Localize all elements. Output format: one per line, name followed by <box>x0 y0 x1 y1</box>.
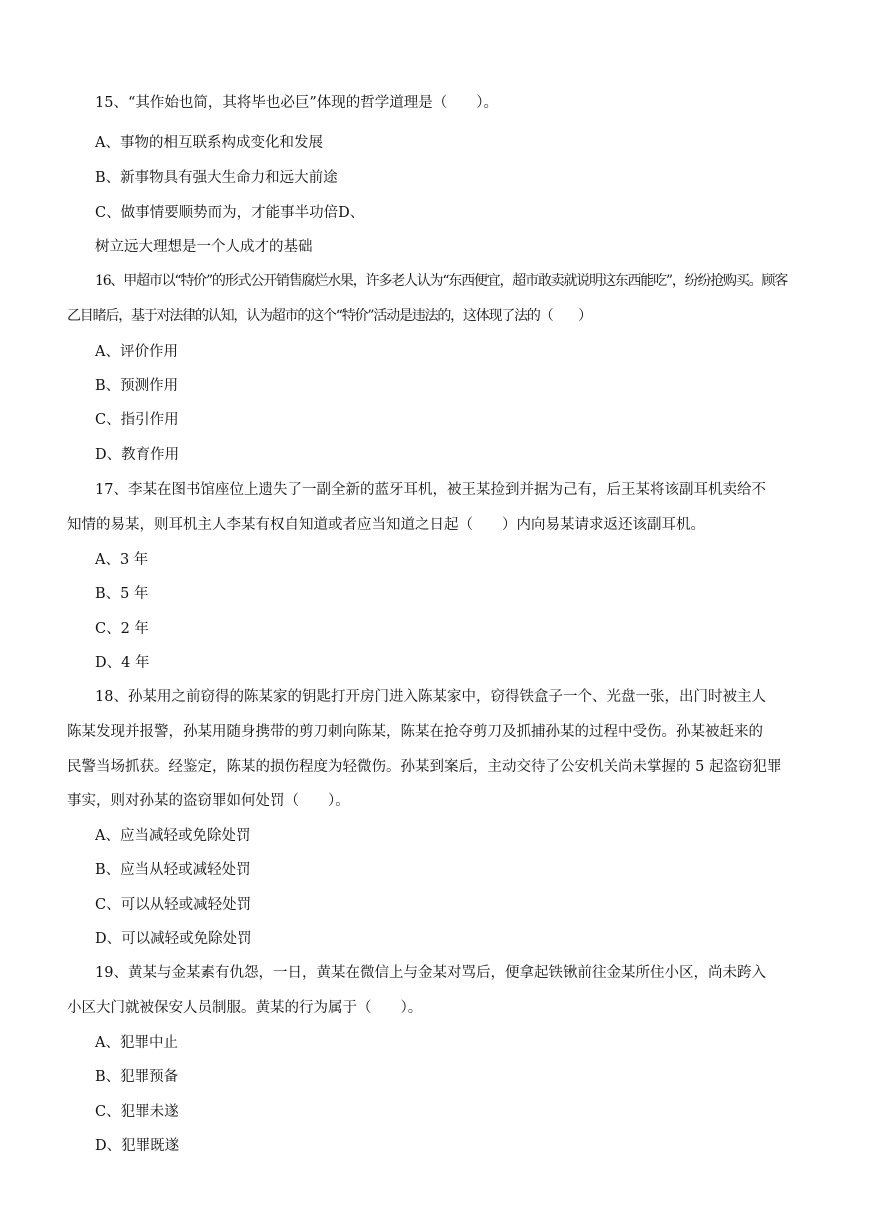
question-16-stem-line-2: 乙目睹后，基于对法律的认知，认为超市的这个“特价”活动是违法的，这体现了法的（ ） <box>67 308 591 324</box>
question-19-option-b: B、犯罪预备 <box>95 1069 179 1085</box>
question-18-option-c: C、可以从轻或减轻处罚 <box>95 897 252 913</box>
question-18-option-a: A、应当减轻或免除处罚 <box>95 828 251 844</box>
question-17-stem-line-2: 知情的易某，则耳机主人李某有权自知道或者应当知道之日起（ ）内向易某请求返还该副耳机。 <box>67 517 705 533</box>
question-15-option-a: A、事物的相互联系构成变化和发展 <box>95 135 323 151</box>
question-19-option-d: D、犯罪既遂 <box>95 1138 180 1154</box>
question-15-stem: 15、“其作始也简，其将毕也必巨”体现的哲学道理是（ ）。 <box>95 95 499 111</box>
question-15-option-c: C、做事情要顺势而为，才能事半功倍D、 <box>95 205 365 221</box>
question-16-stem-line-1: 16、甲超市以“特价”的形式公开销售腐烂水果，许多老人认为“东西便宜，超市敢卖就说明这东西能吃”，纷纷抢购买。顾客 <box>95 273 788 289</box>
question-18-stem-line-3: 民警当场抓获。经鉴定，陈某的损伤程度为轻微伤。孙某到案后，主动交待了公安机关尚未掌握的 5 起盗窃犯罪 <box>67 759 782 775</box>
question-18-stem-line-2: 陈某发现并报警，孙某用随身携带的剪刀刺向陈某，陈某在抢夺剪刀及抓捕孙某的过程中受伤。孙某被赶来的 <box>67 724 763 740</box>
question-16-option-b: B、预测作用 <box>95 378 179 394</box>
question-16-option-a: A、评价作用 <box>95 344 178 360</box>
question-15-option-b: B、新事物具有强大生命力和远大前途 <box>95 170 338 186</box>
question-16-option-d: D、教育作用 <box>95 447 180 463</box>
question-19-stem-line-1: 19、黄某与金某素有仇怨，一日，黄某在微信上与金某对骂后，便拿起铁锹前往金某所住小区，尚未跨入 <box>95 965 766 981</box>
question-17-option-d: D、4 年 <box>95 655 150 671</box>
question-17-stem-line-1: 17、李某在图书馆座位上遗失了一副全新的蓝牙耳机，被王某捡到并据为己有，后王某将该副耳机卖给不 <box>95 482 766 498</box>
question-18-stem-line-1: 18、孙某用之前窃得的陈某家的钥匙打开房门进入陈某家中，窃得铁盒子一个、光盘一张，出门时被主人 <box>95 689 766 705</box>
question-15-option-d: 树立远大理想是一个人成才的基础 <box>95 239 313 255</box>
question-18-option-d: D、可以减轻或免除处罚 <box>95 931 252 947</box>
question-17-option-a: A、3 年 <box>95 552 149 568</box>
question-18-stem-line-4: 事实，则对孙某的盗窃罪如何处罚（ ）。 <box>67 793 350 809</box>
question-16-option-c: C、指引作用 <box>95 412 179 428</box>
question-17-option-b: B、5 年 <box>95 586 149 602</box>
question-17-option-c: C、2 年 <box>95 621 149 637</box>
question-19-option-a: A、犯罪中止 <box>95 1035 178 1051</box>
question-18-option-b: B、应当从轻或减轻处罚 <box>95 862 251 878</box>
question-19-stem-line-2: 小区大门就被保安人员制服。黄某的行为属于（ ）。 <box>67 1000 423 1016</box>
question-19-option-c: C、犯罪未遂 <box>95 1104 179 1120</box>
